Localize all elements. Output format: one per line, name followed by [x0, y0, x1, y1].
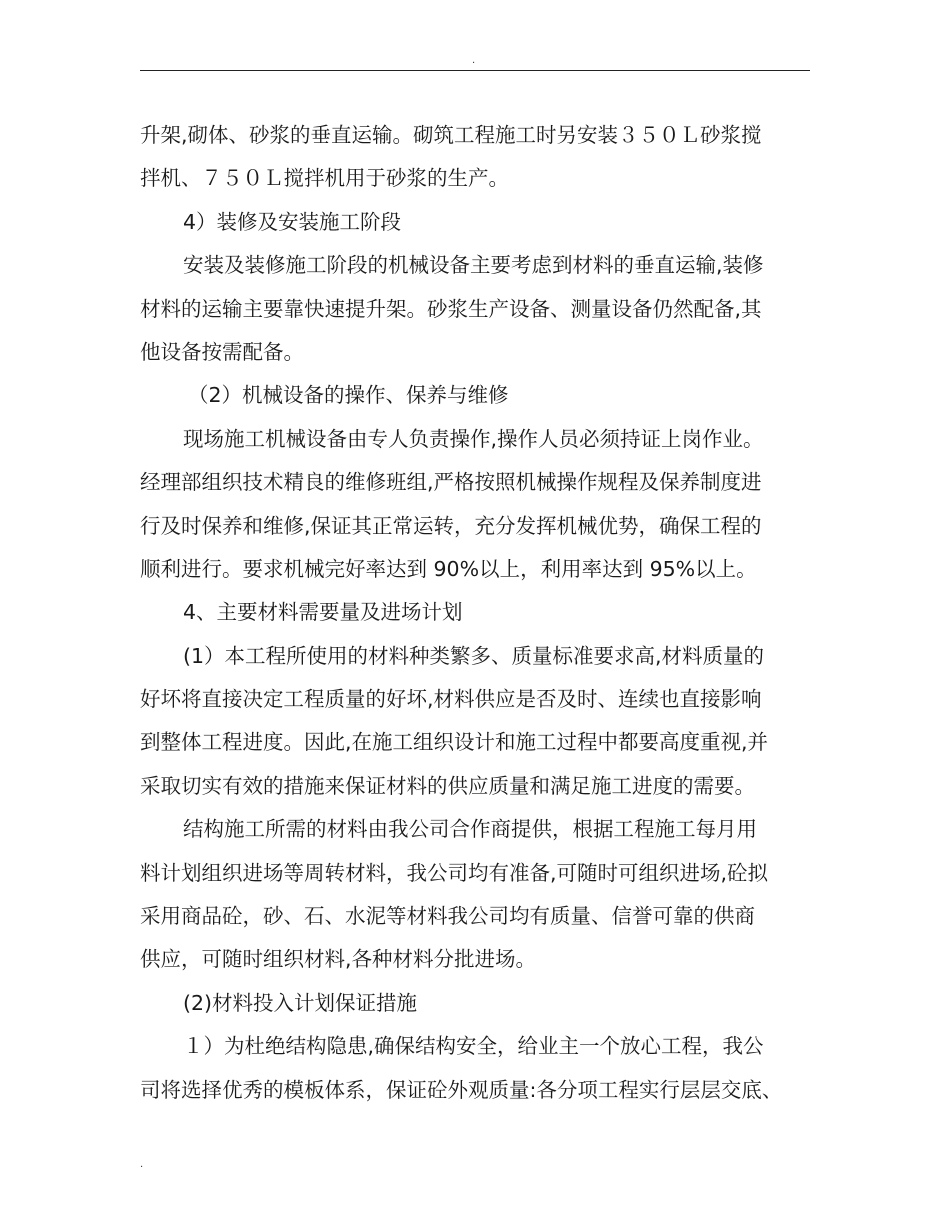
text-line: 行及时保养和维修,保证其正常运转，充分发挥机械优势，确保工程的: [140, 513, 762, 538]
section-heading: 4、主要材料需要量及进场计划: [183, 600, 463, 625]
section-heading: (2)材料投入计划保证措施: [183, 990, 418, 1015]
section-heading: 4）装修及安装施工阶段: [183, 209, 402, 234]
header-mark: .: [472, 55, 476, 66]
text-line: 料计划组织进场等周转材料，我公司均有准备,可随时可组织进场,砼拟: [140, 860, 769, 885]
text-line: 采用商品砼，砂、石、水泥等材料我公司均有质量、信誉可靠的供商: [140, 904, 755, 929]
text-line: 经理部组织技术精良的维修班组,严格按照机械操作规程及保养制度进: [140, 470, 762, 495]
text-line: 拌机、７５０Ｌ搅拌机用于砂浆的生产。: [140, 166, 509, 191]
text-line: 司将选择优秀的模板体系，保证砼外观质量:各分项工程实行层层交底、: [140, 1077, 783, 1102]
text-line: (1）本工程所使用的材料种类繁多、质量标准要求高,材料质量的: [183, 643, 765, 668]
section-heading: （2）机械设备的操作、保养与维修: [188, 383, 509, 408]
text-line: 结构施工所需的材料由我公司合作商提供，根据工程施工每月用: [183, 817, 757, 842]
text-line: 供应，可随时组织材料,各种材料分批进场。: [140, 947, 537, 972]
text-line: 升架,砌体、砂浆的垂直运输。砌筑工程施工时另安装３５０Ｌ砂浆搅: [140, 123, 762, 147]
body-text: [140, 114, 812, 1112]
text-line: 材料的运输主要靠快速提升架。砂浆生产设备、测量设备仍然配备,其: [140, 296, 762, 321]
text-line: 他设备按需配备。: [140, 339, 304, 364]
text-line: １）为杜绝结构隐患,确保结构安全，给业主一个放心工程，我公: [183, 1034, 764, 1059]
text-line: 现场施工机械设备由专人负责操作,操作人员必须持证上岗作业。: [183, 426, 764, 451]
text-line: 到整体工程进度。因此,在施工组织设计和施工过程中都要高度重视,并: [140, 730, 769, 755]
text-line: 顺利进行。要求机械完好率达到 90%以上，利用率达到 95%以上。: [140, 556, 757, 581]
text-line: 好坏将直接决定工程质量的好坏,材料供应是否及时、连续也直接影响: [140, 687, 762, 712]
header-rule: [140, 70, 810, 71]
text-line: 采取切实有效的措施来保证材料的供应质量和满足施工进度的需要。: [140, 773, 755, 798]
text-line: 安装及装修施工阶段的机械设备主要考虑到材料的垂直运输,装修: [183, 253, 764, 278]
footer-mark: .: [140, 1159, 144, 1170]
